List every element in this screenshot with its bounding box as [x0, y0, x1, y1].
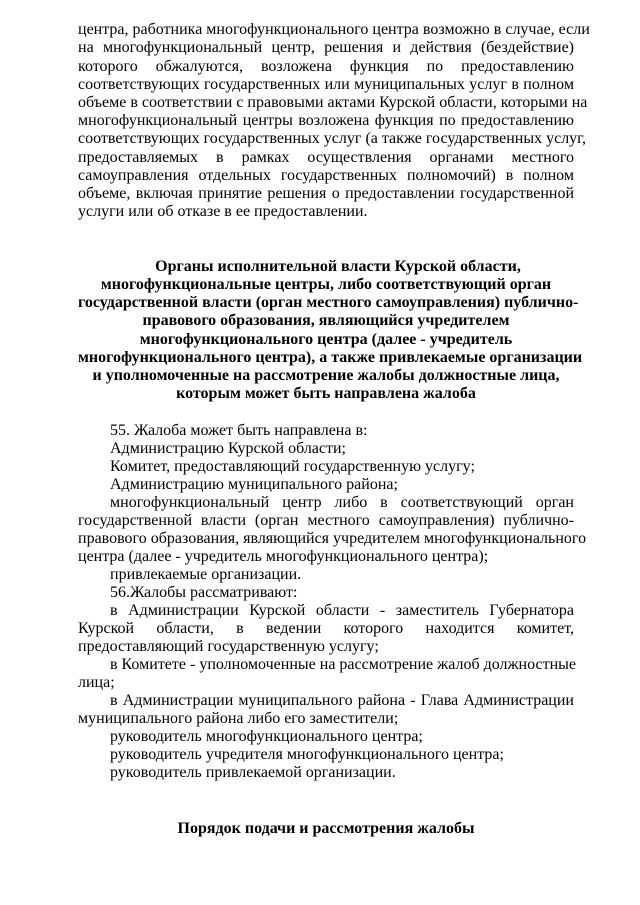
- section-heading: Порядок подачи и рассмотрения жалобы: [177, 820, 475, 837]
- heading-line: многофункционального центра), а также привлекаемые организации: [78, 349, 583, 366]
- text-line: Администрацию муниципального района;: [110, 476, 398, 493]
- text-line: привлекаемые организации.: [110, 566, 302, 583]
- text-line: соответствующих государственных услуг (а также государственных услуг,: [78, 130, 586, 147]
- text-line: в Комитете - уполномоченные на рассмотрение жалоб должностные: [110, 656, 577, 673]
- text-line: центра, работника многофункционального центра возможно в случае, если: [78, 21, 590, 38]
- text-line: 55. Жалоба может быть направлена в:: [110, 422, 368, 439]
- text-line: на многофункциональный центр, решения и действия (бездействие): [78, 39, 574, 56]
- heading-line: Органы исполнительной власти Курской области,: [155, 258, 521, 275]
- text-line: руководитель учредителя многофункционального центра;: [110, 746, 504, 763]
- text-line: самоуправления отдельных государственных полномочий) в полном: [78, 167, 574, 184]
- text-line: Администрацию Курской области;: [110, 440, 346, 457]
- text-line: в Администрации муниципального района - Глава Администрации: [110, 692, 574, 709]
- text-line: в Администрации Курской области - заместитель Губернатора: [110, 602, 574, 619]
- text-line: объеме, включая принятие решения о предоставлении государственной: [78, 185, 574, 202]
- text-line: многофункциональный центры возложена функция по предоставлению: [78, 112, 574, 129]
- text-line: Курской области, в ведении которого находится комитет,: [78, 620, 574, 637]
- text-line: которого обжалуются, возложена функция по предоставлению: [78, 58, 574, 75]
- heading-line: и уполномоченные на рассмотрение жалобы должностные лица,: [92, 367, 560, 384]
- text-line: государственной власти (орган местного самоуправления) публично-: [78, 512, 574, 529]
- text-line: Комитет, предоставляющий государственную услугу;: [110, 458, 475, 475]
- text-line: многофункциональный центр либо в соответствующий орган: [110, 494, 574, 511]
- text-line: предоставляющий государственную услугу;: [78, 638, 379, 655]
- text-line: соответствующих государственных или муниципальных услуг в полном: [78, 76, 574, 93]
- heading-line: государственной власти (орган местного самоуправления) публично-: [78, 294, 579, 311]
- heading-line: многофункционального центра (далее - учредитель: [139, 331, 513, 348]
- heading-line: которым может быть направлена жалоба: [176, 385, 476, 402]
- text-line: руководитель многофункционального центра;: [110, 728, 423, 745]
- text-line: услуги или об отказе в ее предоставлении.: [78, 203, 368, 220]
- text-line: правового образования, являющийся учредителем многофункционального: [78, 530, 587, 547]
- text-line: центра (далее - учредитель многофункционального центра);: [78, 548, 489, 565]
- text-line: предоставляемых в рамках осуществления органами местного: [78, 149, 574, 166]
- text-line: 56.Жалобы рассматривают:: [110, 584, 298, 601]
- text-line: объеме в соответствии с правовыми актами Курской области, которыми на: [78, 94, 588, 111]
- heading-line: многофункциональные центры, либо соответствующий орган: [100, 276, 552, 293]
- text-line: лица;: [78, 674, 115, 691]
- heading-line: правового образования, являющийся учредителем: [142, 312, 510, 329]
- text-line: руководитель привлекаемой организации.: [110, 764, 396, 781]
- text-line: муниципального района либо его заместители;: [78, 710, 399, 727]
